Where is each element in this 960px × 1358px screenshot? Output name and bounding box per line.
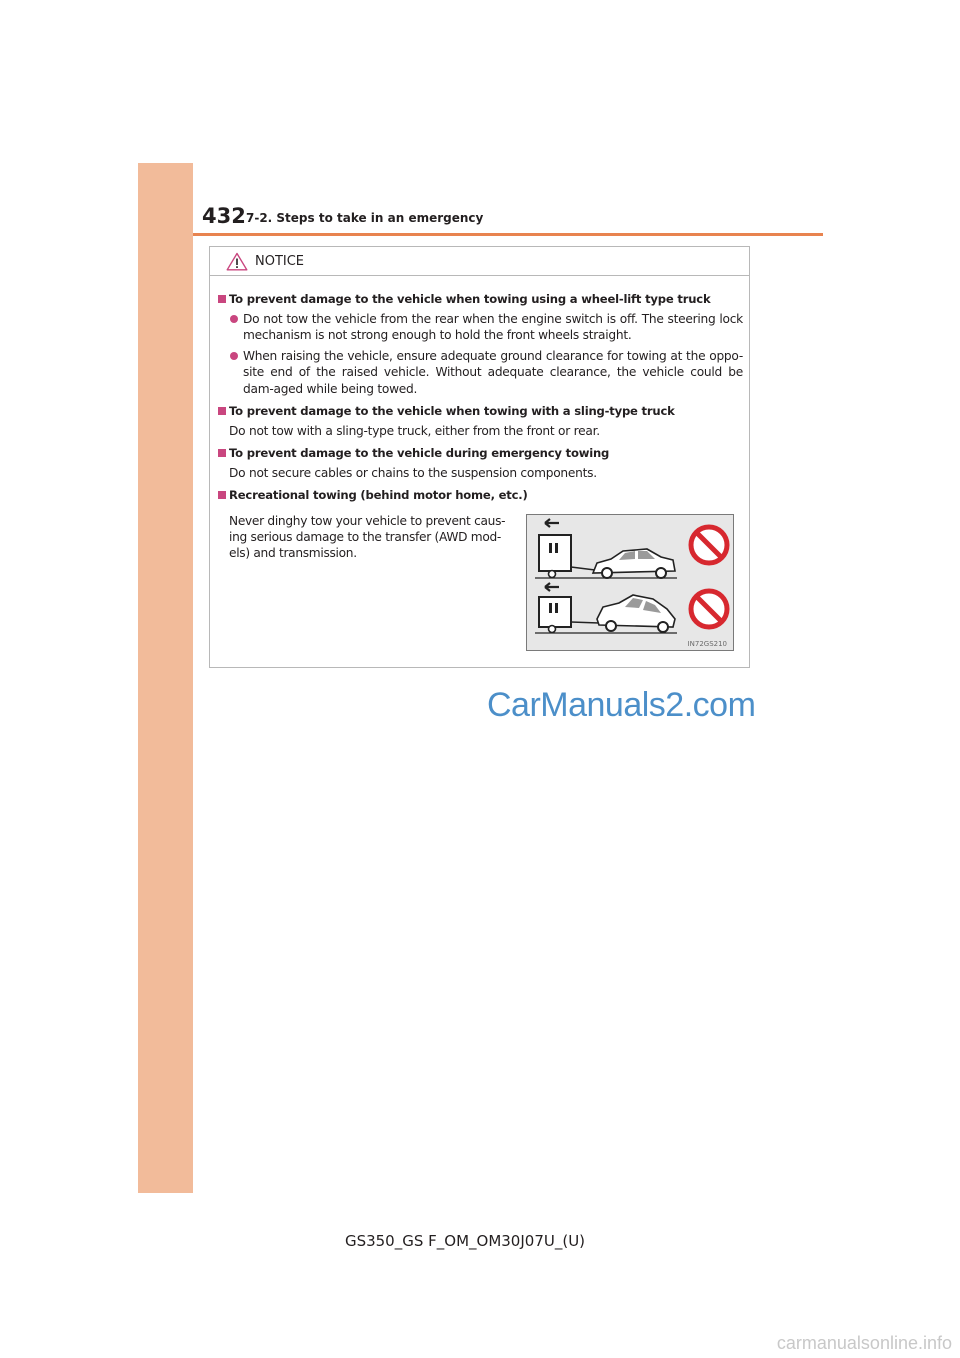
section-heading: To prevent damage to the vehicle during emergency towing xyxy=(229,446,610,460)
section-heading: To prevent damage to the vehicle when towing with a sling-type truck xyxy=(229,404,675,418)
section-text: Never dinghy tow your vehicle to prevent caus-ing serious damage to the transfer (AWD mod-els) and transmission. xyxy=(229,514,506,561)
notice-label: NOTICE xyxy=(255,254,305,269)
warning-triangle-icon xyxy=(226,252,248,271)
bullet-dot-icon xyxy=(230,315,238,323)
document-footer xyxy=(0,1232,960,1250)
section-title: 7-2. Steps to take in an emergency xyxy=(246,211,484,225)
section-square-icon xyxy=(218,449,226,457)
section-heading: Recreational towing (behind motor home, etc.) xyxy=(229,488,528,502)
figure-code: IN72GS210 xyxy=(687,640,727,648)
header-rule xyxy=(193,233,823,236)
dinghy-towing-illustration xyxy=(526,514,734,651)
section-heading: To prevent damage to the vehicle when towing using a wheel-lift type truck xyxy=(229,292,711,306)
section-square-icon xyxy=(218,407,226,415)
section-text: Do not tow with a sling-type truck, either from the front or rear. xyxy=(229,424,600,438)
section-square-icon xyxy=(218,295,226,303)
chapter-side-tab xyxy=(138,163,193,1193)
notice-header xyxy=(210,247,749,276)
bullet-text: When raising the vehicle, ensure adequate ground clearance for towing at the oppo-site end of the raised vehicle. Without adequate clearance, the vehicle could be dam-aged while being towed. xyxy=(243,349,743,396)
source-credit: carmanualsonline.info xyxy=(776,1333,952,1353)
section-square-icon xyxy=(218,491,226,499)
section-text: Do not secure cables or chains to the suspension components. xyxy=(229,466,597,480)
watermark-logo: CarManuals2.com xyxy=(487,686,756,724)
towing-diagram xyxy=(527,515,733,650)
bullet-dot-icon xyxy=(230,352,238,360)
notice-box xyxy=(209,246,750,668)
bullet-text: Do not tow the vehicle from the rear when the engine switch is off. The steering lock mechanism is not strong enough to hold the front wheels straight. xyxy=(243,312,743,343)
towing-scene-top xyxy=(535,519,727,578)
footer-code: GS350_GS F_OM_OM30J07U_(U) xyxy=(344,1232,586,1250)
page-number: 432 xyxy=(202,204,246,228)
towing-scene-bottom xyxy=(535,583,727,633)
